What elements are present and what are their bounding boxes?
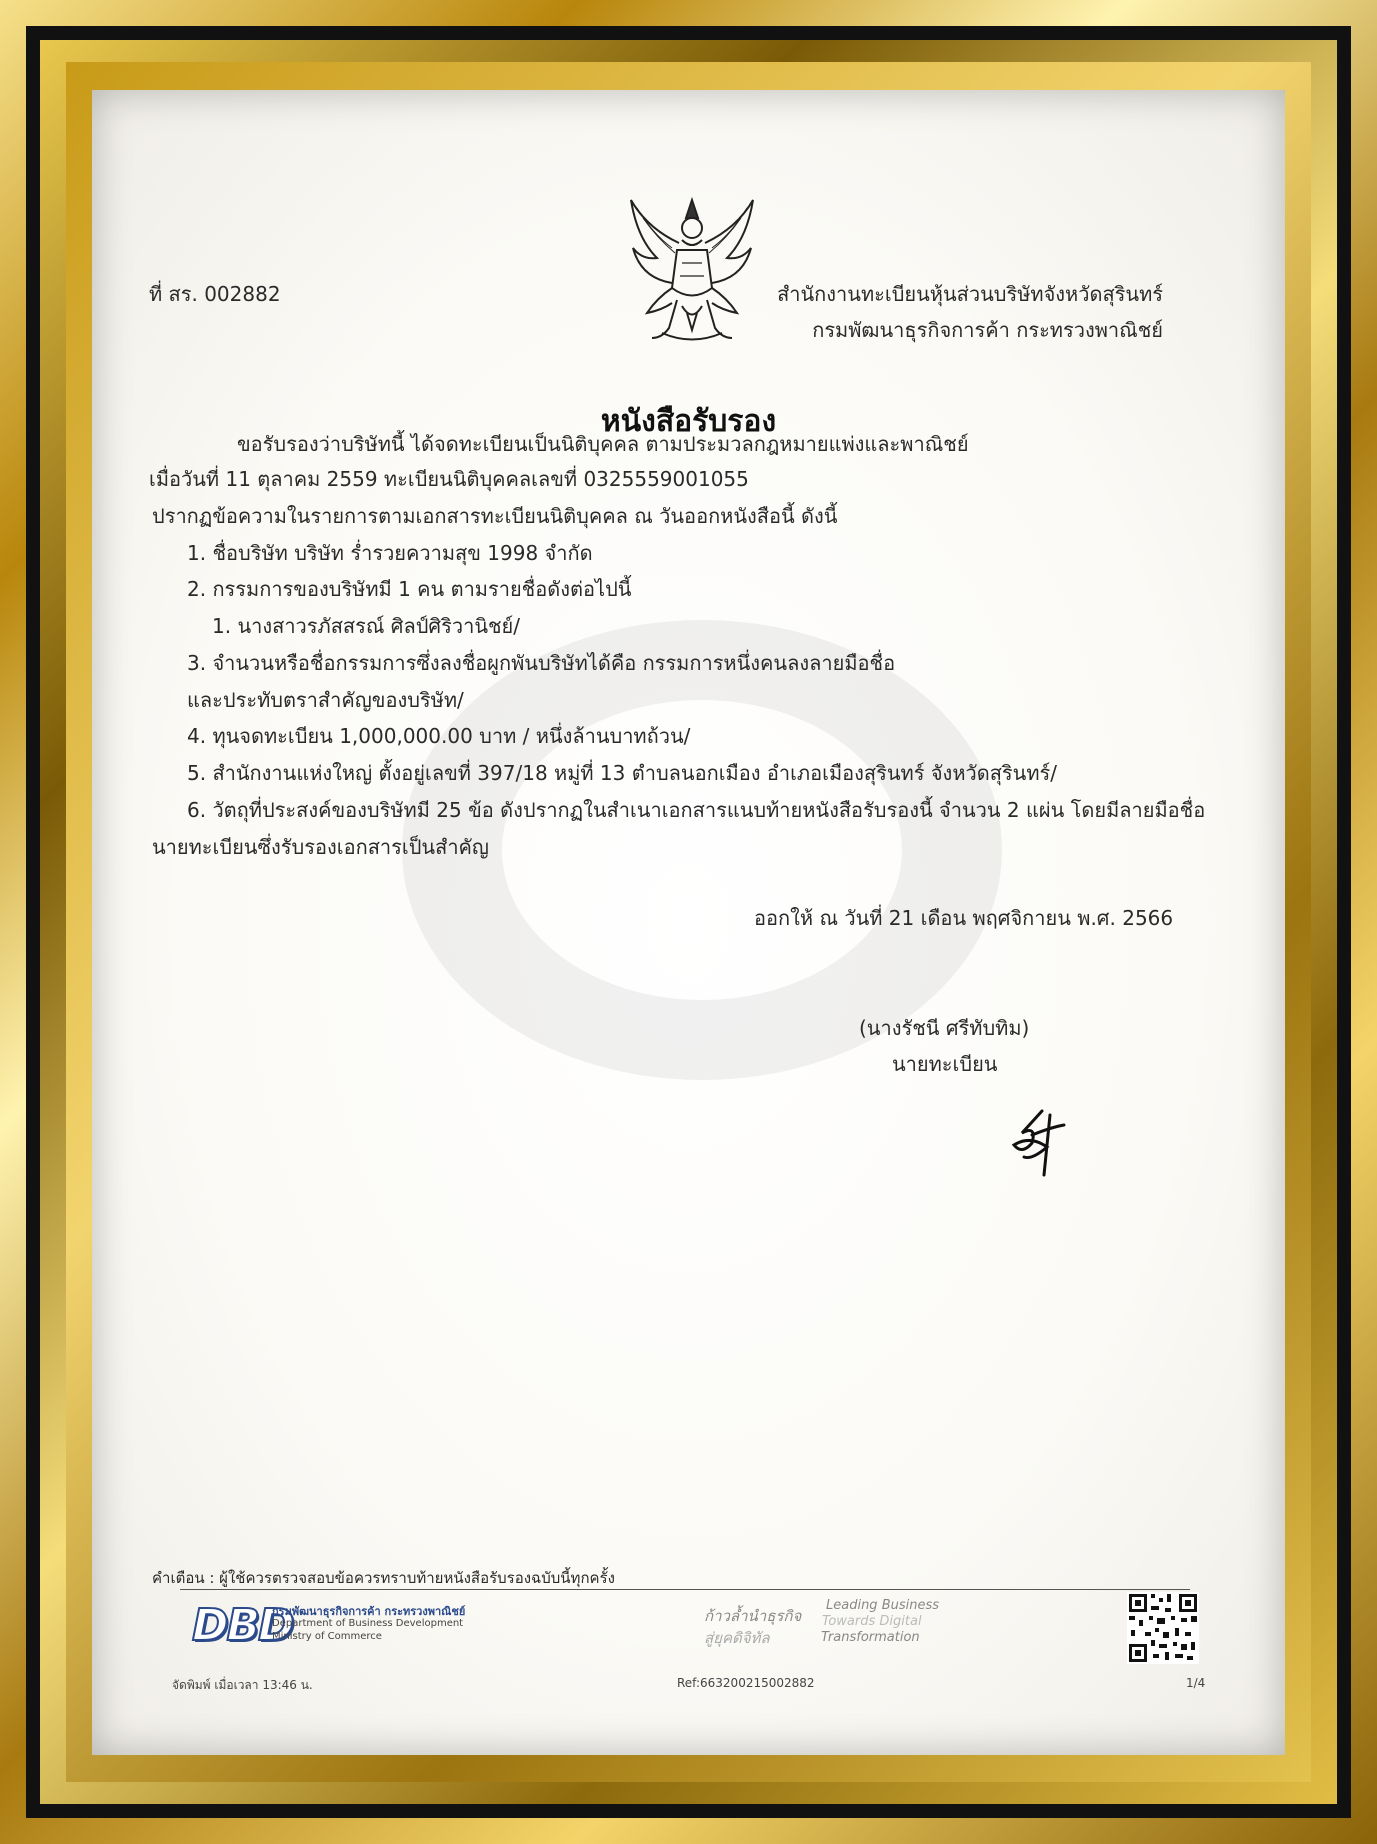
- slogan-en-3: Transformation: [821, 1630, 920, 1645]
- dbd-name-th: กรมพัฒนาธุรกิจการค้า กระทรวงพาณิชย์: [272, 1605, 466, 1618]
- item-company-name: 1. ชื่อบริษัท บริษัท ร่ำรวยความสุข 1998 จำกัด: [187, 541, 593, 565]
- issue-date: ออกให้ ณ วันที่ 21 เดือน พฤศจิกายน พ.ศ. 2566: [754, 906, 1174, 930]
- slogan-en-2: Towards Digital: [822, 1614, 922, 1629]
- slogan-th-1: ก้าวล้ำนำธุรกิจ: [704, 1607, 802, 1625]
- signer-title: นายทะเบียน: [892, 1052, 998, 1076]
- item-director-name: 1. นางสาวรภัสสรณ์ ศิลป์ศิริวานิชย์/: [212, 614, 521, 638]
- signer-name: (นางรัชนี ศรีทับทิม): [859, 1016, 1030, 1040]
- reference-number: ที่ สร. 002882: [149, 282, 281, 306]
- dbd-name-en-1: Department of Business Development: [272, 1618, 464, 1629]
- reference-code: Ref:663200215002882: [677, 1676, 815, 1690]
- footer-warning: คำเตือน : ผู้ใช้ควรตรวจสอบข้อควรทราบท้ายหนังสือรับรองฉบับนี้ทุกครั้ง: [152, 1569, 615, 1587]
- body-paragraph-2: เมื่อวันที่ 11 ตุลาคม 2559 ทะเบียนนิติบุคคลเลขที่ 0325559001055: [149, 467, 749, 491]
- dbd-name-en-2: Ministry of Commerce: [272, 1631, 382, 1642]
- body-paragraph-3: ปรากฏข้อความในรายการตามเอกสารทะเบียนนิติบุคคล ณ วันออกหนังสือนี้ ดังนี้: [152, 504, 838, 528]
- footer-divider: [180, 1589, 1190, 1590]
- dbd-logo-text: DBD: [192, 1600, 293, 1651]
- body-paragraph-1: ขอรับรองว่าบริษัทนี้ ได้จดทะเบียนเป็นนิติบุคคล ตามประมวลกฎหมายแพ่งและพาณิชย์: [237, 432, 969, 456]
- document-title: หนังสือรับรอง: [600, 404, 777, 439]
- item-signing-authority-cont: และประทับตราสำคัญของบริษัท/: [187, 688, 464, 712]
- print-time: จัดพิมพ์ เมื่อเวลา 13:46 น.: [172, 1678, 313, 1692]
- page-number: 1/4: [1186, 1676, 1206, 1690]
- item-head-office: 5. สำนักงานแห่งใหญ่ ตั้งอยู่เลขที่ 397/18 หมู่ที่ 13 ตำบลนอกเมือง อำเภอเมืองสุรินทร์ จังหวัดสุรินทร์/: [187, 761, 1057, 785]
- item-signing-authority: 3. จำนวนหรือชื่อกรรมการซึ่งลงชื่อผูกพันบริษัทได้คือ กรรมการหนึ่งคนลงลายมือชื่อ: [187, 651, 896, 675]
- item-objectives: 6. วัตถุที่ประสงค์ของบริษัทมี 25 ข้อ ดังปรากฏในสำเนาเอกสารแนบท้ายหนังสือรับรองนี้ จำนวน 2 แผ่น โดยมีลายมือชื่อ: [187, 798, 1206, 822]
- item-registered-capital: 4. ทุนจดทะเบียน 1,000,000.00 บาท / หนึ่งล้านบาทถ้วน/: [187, 724, 691, 748]
- item-objectives-cont: นายทะเบียนซึ่งรับรองเอกสารเป็นสำคัญ: [152, 835, 489, 859]
- office-line-1: สำนักงานทะเบียนหุ้นส่วนบริษัทจังหวัดสุรินทร์: [777, 282, 1163, 306]
- qr-code-icon: [1127, 1592, 1199, 1664]
- item-directors: 2. กรรมการของบริษัทมี 1 คน ตามรายชื่อดังต่อไปนี้: [187, 577, 632, 601]
- certificate-paper: [92, 90, 1285, 1755]
- registrar-signature-icon: [1002, 1105, 1072, 1177]
- garuda-emblem-icon: [617, 188, 767, 348]
- slogan-en-1: Leading Business: [826, 1598, 940, 1613]
- slogan-th-2: สู่ยุคดิจิทัล: [704, 1629, 770, 1647]
- office-line-2: กรมพัฒนาธุรกิจการค้า กระทรวงพาณิชย์: [812, 318, 1163, 342]
